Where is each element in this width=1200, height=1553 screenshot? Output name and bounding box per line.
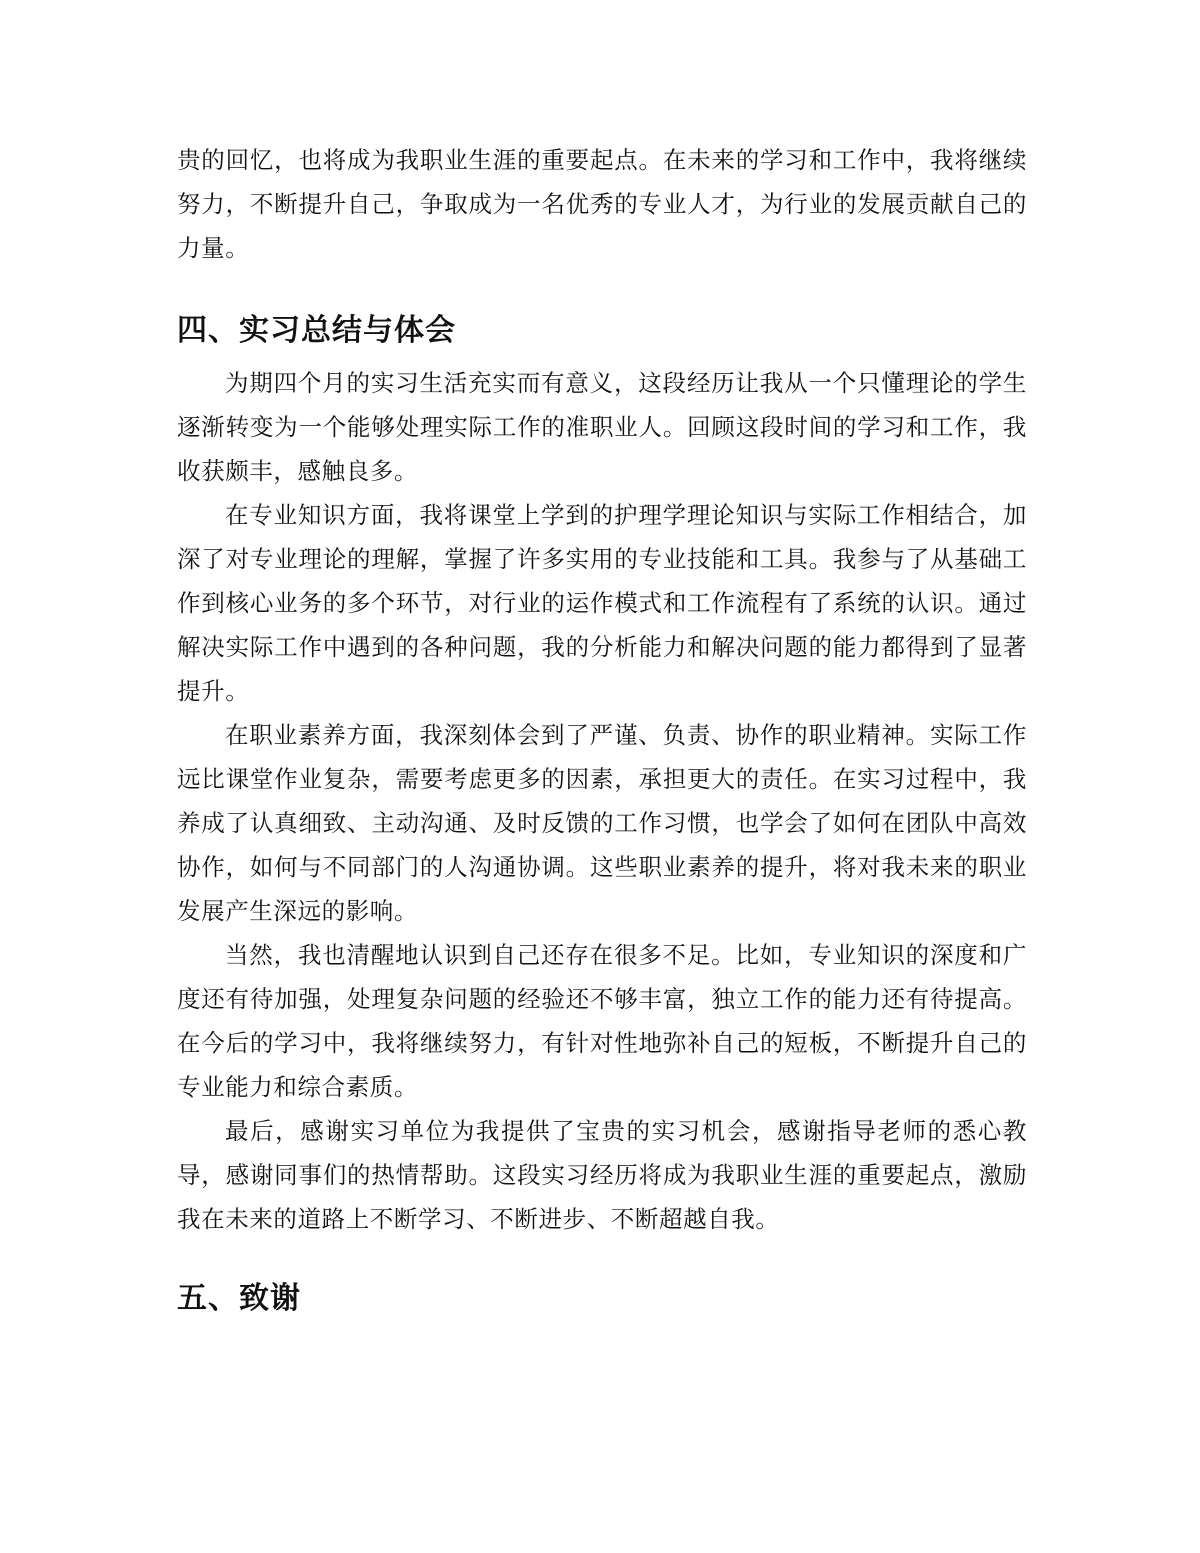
section-4-heading: 四、实习总结与体会 [177,313,456,348]
section-4-paragraph-5: 最后，感谢实习单位为我提供了宝贵的实习机会，感谢指导老师的悉心教导，感谢同事们的热情帮助。这段实习经历将成为我职业生涯的重要起点，激励我在未来的道路上不断学习、不断进步、不断超越自我。 [177,1117,1027,1233]
section-4-paragraph-4: 当然，我也清醒地认识到自己还存在很多不足。比如，专业知识的深度和广度还有待加强，处理复杂问题的经验还不够丰富，独立工作的能力还有待提高。在今后的学习中，我将继续努力，有针对性地弥补自己的短板，不断提升自己的专业能力和综合素质。 [177,941,1027,1101]
section-4-paragraph-1: 为期四个月的实习生活充实而有意义，这段经历让我从一个只懂理论的学生逐渐转变为一个能够处理实际工作的准职业人。回顾这段时间的学习和工作，我收获颇丰，感触良多。 [177,369,1027,485]
section-4-paragraph-2: 在专业知识方面，我将课堂上学到的护理学理论知识与实际工作相结合，加深了对专业理论的理解，掌握了许多实用的专业技能和工具。我参与了从基础工作到核心业务的多个环节，对行业的运作模式和工作流程有了系统的认识。通过解决实际工作中遇到的各种问题，我的分析能力和解决问题的能力都得到了显著提升。 [177,501,1027,705]
section-4-paragraph-3: 在职业素养方面，我深刻体会到了严谨、负责、协作的职业精神。实际工作远比课堂作业复杂，需要考虑更多的因素，承担更大的责任。在实习过程中，我养成了认真细致、主动沟通、及时反馈的工作习惯，也学会了如何在团队中高效协作，如何与不同部门的人沟通协调。这些职业素养的提升，将对我未来的职业发展产生深远的影响。 [177,721,1027,925]
continued-paragraph: 贵的回忆，也将成为我职业生涯的重要起点。在未来的学习和工作中，我将继续努力，不断提升自己，争取成为一名优秀的专业人才，为行业的发展贡献自己的力量。 [177,146,1027,262]
document-page [177,138,1027,1319]
section-5-heading: 五、致谢 [177,1281,301,1316]
